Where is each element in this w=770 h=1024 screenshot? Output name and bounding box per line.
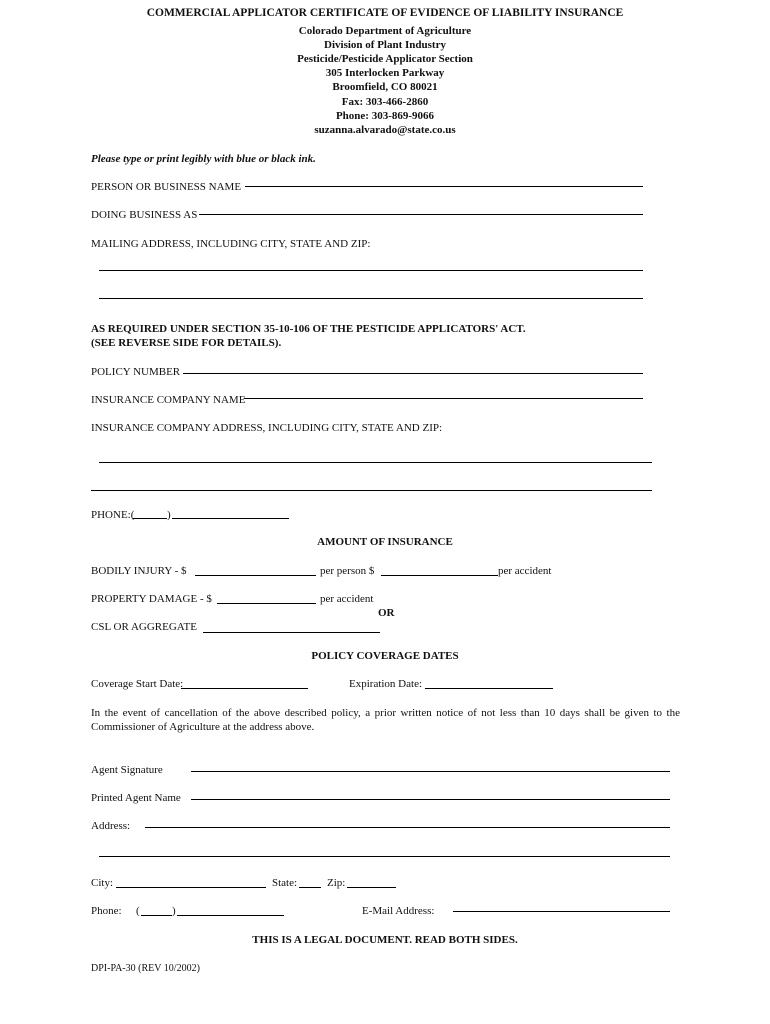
insurance-phone-label: PHONE:( bbox=[91, 509, 135, 521]
mailing-address-line-1[interactable] bbox=[99, 270, 643, 271]
agent-city-label: City: bbox=[91, 877, 114, 889]
or-separator: OR bbox=[378, 607, 395, 619]
agency-name: Colorado Department of Agriculture bbox=[298, 25, 472, 37]
agent-phone-line[interactable] bbox=[177, 915, 284, 916]
property-per-accident-label: per accident bbox=[320, 593, 374, 605]
policy-number-line[interactable] bbox=[183, 373, 643, 374]
csl-label: CSL OR AGGREGATE bbox=[91, 621, 197, 633]
property-damage-line[interactable] bbox=[217, 603, 316, 604]
property-damage-label: PROPERTY DAMAGE - $ bbox=[91, 593, 212, 605]
instructions: Please type or print legibly with blue or black ink. bbox=[91, 153, 316, 165]
agent-phone-paren-open: ( bbox=[136, 905, 140, 917]
person-name-line[interactable] bbox=[245, 186, 643, 187]
csl-line[interactable] bbox=[203, 632, 380, 633]
bodily-per-accident-line[interactable] bbox=[381, 575, 498, 576]
agent-email-label: E-Mail Address: bbox=[362, 905, 435, 917]
agent-email-line[interactable] bbox=[453, 911, 670, 912]
agent-phone-area-line[interactable] bbox=[141, 915, 172, 916]
coverage-start-label: Coverage Start Date: bbox=[91, 678, 184, 690]
insurance-phone-area-line[interactable] bbox=[133, 518, 167, 519]
agent-state-line[interactable] bbox=[299, 887, 321, 888]
agent-address-line-2[interactable] bbox=[99, 856, 670, 857]
per-person-label: per person $ bbox=[320, 565, 375, 577]
cancellation-notice: In the event of cancellation of the above described policy, a prior written notice of not less than 10 days shall be given to the Commissioner of Agriculture at the address above. bbox=[91, 707, 680, 733]
agent-state-label: State: bbox=[272, 877, 298, 889]
form-title: COMMERCIAL APPLICATOR CERTIFICATE OF EVIDENCE OF LIABILITY INSURANCE bbox=[146, 7, 624, 19]
insurance-phone-paren: ) bbox=[167, 509, 171, 521]
expiration-label: Expiration Date: bbox=[349, 678, 423, 690]
agent-zip-line[interactable] bbox=[347, 887, 396, 888]
policy-number-label: POLICY NUMBER bbox=[91, 366, 181, 378]
dba-line[interactable] bbox=[199, 214, 643, 215]
insurance-phone-line[interactable] bbox=[172, 518, 289, 519]
requirement-line-1: AS REQUIRED UNDER SECTION 35-10-106 OF THE PESTICIDE APPLICATORS' ACT. bbox=[91, 323, 526, 335]
coverage-start-line[interactable] bbox=[181, 688, 308, 689]
amount-heading: AMOUNT OF INSURANCE bbox=[317, 536, 453, 548]
insurance-company-label: INSURANCE COMPANY NAME bbox=[91, 394, 246, 406]
bodily-injury-label: BODILY INJURY - $ bbox=[91, 565, 187, 577]
dba-label: DOING BUSINESS AS bbox=[91, 209, 198, 221]
agent-zip-label: Zip: bbox=[327, 877, 346, 889]
bodily-per-accident-label: per accident bbox=[498, 565, 552, 577]
agency-city: Broomfield, CO 80021 bbox=[332, 81, 438, 93]
agent-signature-line[interactable] bbox=[191, 771, 670, 772]
printed-agent-name-line[interactable] bbox=[191, 799, 670, 800]
agent-address-label: Address: bbox=[91, 820, 131, 832]
form-id: DPI-PA-30 (REV 10/2002) bbox=[91, 963, 200, 974]
printed-agent-name-label: Printed Agent Name bbox=[91, 792, 181, 804]
mailing-address-label: MAILING ADDRESS, INCLUDING CITY, STATE AND ZIP: bbox=[91, 238, 371, 250]
insurance-address-line-2[interactable] bbox=[91, 490, 652, 491]
person-name-label: PERSON OR BUSINESS NAME bbox=[91, 181, 242, 193]
legal-notice: THIS IS A LEGAL DOCUMENT. READ BOTH SIDES. bbox=[252, 934, 518, 946]
agency-division: Division of Plant Industry bbox=[324, 39, 446, 51]
agent-phone-label: Phone: bbox=[91, 905, 122, 917]
insurance-company-line[interactable] bbox=[244, 398, 643, 399]
agent-city-line[interactable] bbox=[116, 887, 266, 888]
agency-email: suzanna.alvarado@state.co.us bbox=[314, 124, 456, 136]
mailing-address-line-2[interactable] bbox=[99, 298, 643, 299]
requirement-line-2: (SEE REVERSE SIDE FOR DETAILS). bbox=[91, 337, 282, 349]
insurance-address-line-1[interactable] bbox=[99, 462, 652, 463]
agent-signature-label: Agent Signature bbox=[91, 764, 163, 776]
expiration-line[interactable] bbox=[425, 688, 553, 689]
agency-street: 305 Interlocken Parkway bbox=[325, 67, 445, 79]
agent-phone-paren-close: ) bbox=[172, 905, 176, 917]
agency-fax: Fax: 303-466-2860 bbox=[341, 96, 429, 108]
insurance-address-label: INSURANCE COMPANY ADDRESS, INCLUDING CITY, STATE AND ZIP: bbox=[91, 422, 443, 434]
agency-phone: Phone: 303-869-9066 bbox=[335, 110, 435, 122]
dates-heading: POLICY COVERAGE DATES bbox=[311, 650, 459, 662]
bodily-per-person-line[interactable] bbox=[195, 575, 316, 576]
agent-address-line-1[interactable] bbox=[145, 827, 670, 828]
agency-section: Pesticide/Pesticide Applicator Section bbox=[297, 53, 473, 65]
